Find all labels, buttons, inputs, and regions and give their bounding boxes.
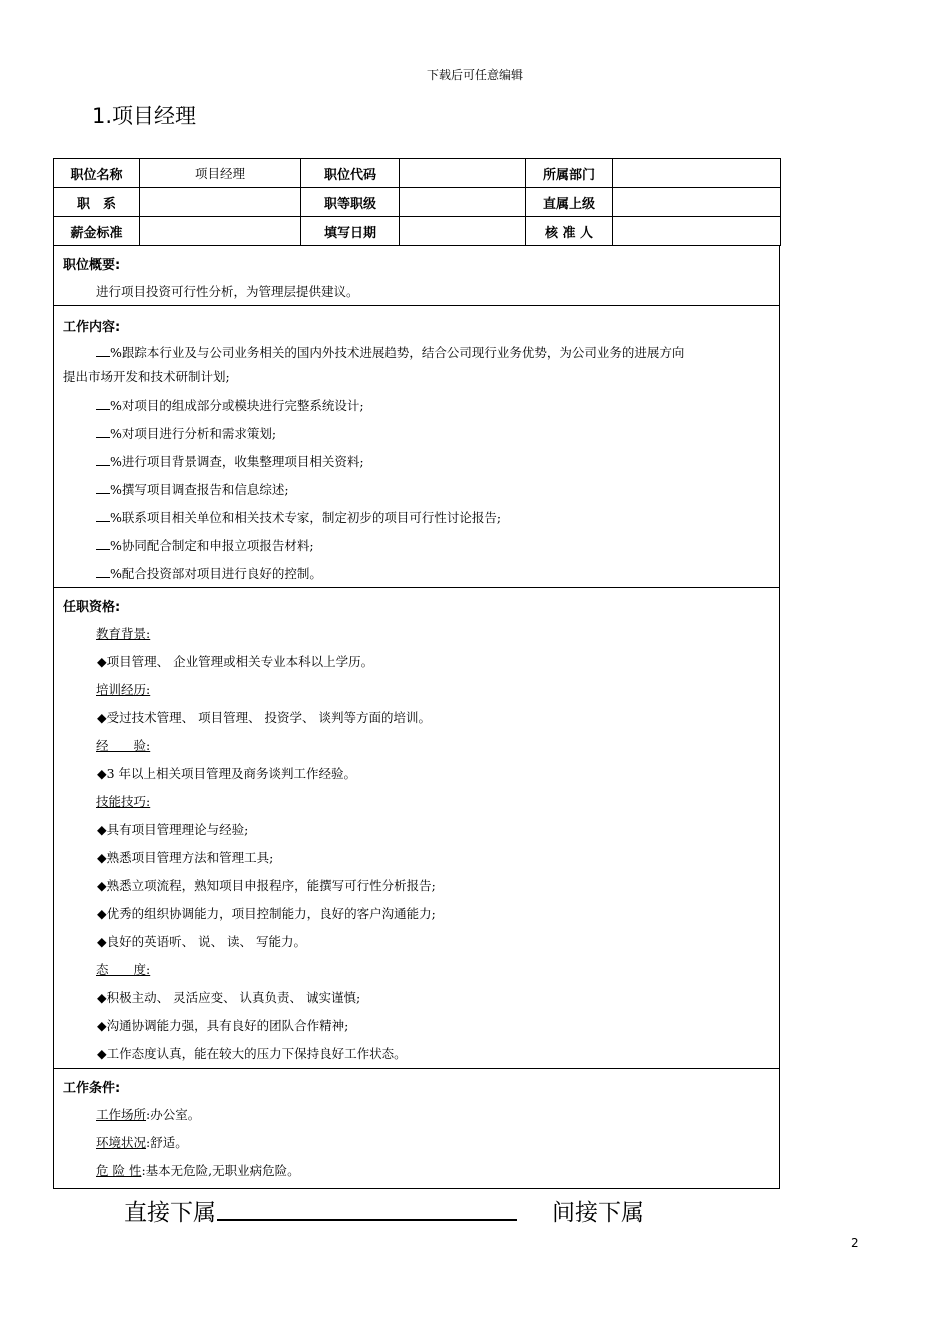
duty-item: %协同配合制定和申报立项报告材料;	[54, 536, 314, 554]
conditions-heading: 工作条件:	[63, 1081, 121, 1096]
value-approver	[613, 217, 781, 246]
blank-field	[96, 482, 110, 494]
duty-item: %跟踪本行业及与公司业务相关的国内外技术进展趋势，结合公司现行业务优势，为公司业务的进展方向	[54, 343, 684, 361]
skills-label: 技能技巧:	[96, 794, 151, 809]
qualifications-section	[53, 588, 780, 1069]
blank-field	[96, 345, 110, 357]
label-job-family: 职 系	[54, 188, 140, 217]
duty-item: %对项目的组成部分或模块进行完整系统设计;	[54, 396, 364, 414]
duty-item-continuation: 提出市场开发和技术研制计划;	[63, 369, 230, 384]
attitude-item: ◆沟通协调能力强，具有良好的团队合作精神;	[97, 1018, 349, 1033]
value-department	[613, 159, 781, 188]
label-salary: 薪金标准	[54, 217, 140, 246]
value-position-code	[400, 159, 526, 188]
condition-place: 工作场所:办公室。	[96, 1107, 201, 1122]
direct-subordinates-label: 直接下属	[124, 1200, 216, 1226]
experience-label: 经 验:	[96, 738, 151, 753]
qualifications-heading: 任职资格:	[63, 600, 121, 615]
label-direct-superior: 直属上级	[526, 188, 613, 217]
label-position-name: 职位名称	[54, 159, 140, 188]
page-number: 2	[851, 1236, 859, 1250]
duties-heading: 工作内容:	[63, 320, 121, 335]
overview-text: 进行项目投资可行性分析，为管理层提供建议。	[96, 284, 359, 299]
value-position-name: 项目经理	[140, 159, 301, 188]
skill-item: ◆具有项目管理理论与经验;	[97, 822, 249, 837]
attitude-item: ◆工作态度认真，能在较大的压力下保持良好工作状态。	[97, 1046, 407, 1061]
duty-item: %配合投资部对项目进行良好的控制。	[54, 564, 322, 582]
label-grade: 职等职级	[301, 188, 400, 217]
label-department: 所属部门	[526, 159, 613, 188]
overview-heading: 职位概要:	[63, 258, 121, 273]
table-row	[54, 188, 781, 217]
attitude-item: ◆积极主动、 灵活应变、 认真负责、 诚实谨慎;	[97, 990, 361, 1005]
blank-field	[96, 426, 110, 438]
label-position-code: 职位代码	[301, 159, 400, 188]
blank-field	[96, 454, 110, 466]
value-job-family	[140, 188, 301, 217]
value-direct-superior	[613, 188, 781, 217]
skill-item: ◆良好的英语听、 说、 读、 写能力。	[97, 934, 307, 949]
overview-section	[53, 245, 780, 306]
table-row	[54, 217, 781, 246]
document-title: 1.项目经理	[92, 104, 197, 128]
skill-item: ◆熟悉立项流程，熟知项目申报程序，能撰写可行性分析报告;	[97, 878, 436, 893]
header-note: 下载后可任意编辑	[426, 68, 523, 82]
blank-field	[96, 398, 110, 410]
position-info-table	[53, 158, 781, 246]
label-approver: 核 准 人	[526, 217, 613, 246]
direct-subordinates-blank	[217, 1219, 517, 1221]
label-fill-date: 填写日期	[301, 217, 400, 246]
duties-section	[53, 306, 780, 588]
value-fill-date	[400, 217, 526, 246]
blank-field	[96, 510, 110, 522]
condition-risk: 危 险 性:基本无危险,无职业病危险。	[96, 1163, 300, 1178]
attitude-label: 态 度:	[96, 962, 151, 977]
indirect-subordinates-label: 间接下属	[552, 1200, 644, 1226]
condition-environment: 环境状况:舒适。	[96, 1135, 188, 1150]
education-label: 教育背景:	[96, 626, 151, 641]
duty-item: %撰写项目调查报告和信息综述;	[54, 480, 289, 498]
skill-item: ◆熟悉项目管理方法和管理工具;	[97, 850, 274, 865]
value-grade	[400, 188, 526, 217]
education-item: ◆项目管理、 企业管理或相关专业本科以上学历。	[97, 654, 374, 669]
training-item: ◆受过技术管理、 项目管理、 投资学、 谈判等方面的培训。	[97, 710, 432, 725]
skill-item: ◆优秀的组织协调能力，项目控制能力，良好的客户沟通能力;	[97, 906, 436, 921]
training-label: 培训经历:	[96, 682, 151, 697]
experience-item: ◆3 年以上相关项目管理及商务谈判工作经验。	[97, 766, 357, 781]
value-salary	[140, 217, 301, 246]
table-row	[54, 159, 781, 188]
blank-field	[96, 538, 110, 550]
duty-item: %联系项目相关单位和相关技术专家，制定初步的项目可行性讨论报告;	[54, 508, 501, 526]
conditions-section	[53, 1069, 780, 1189]
duty-item: %进行项目背景调查，收集整理项目相关资料;	[54, 452, 364, 470]
duty-item: %对项目进行分析和需求策划;	[54, 424, 276, 442]
blank-field	[96, 566, 110, 578]
